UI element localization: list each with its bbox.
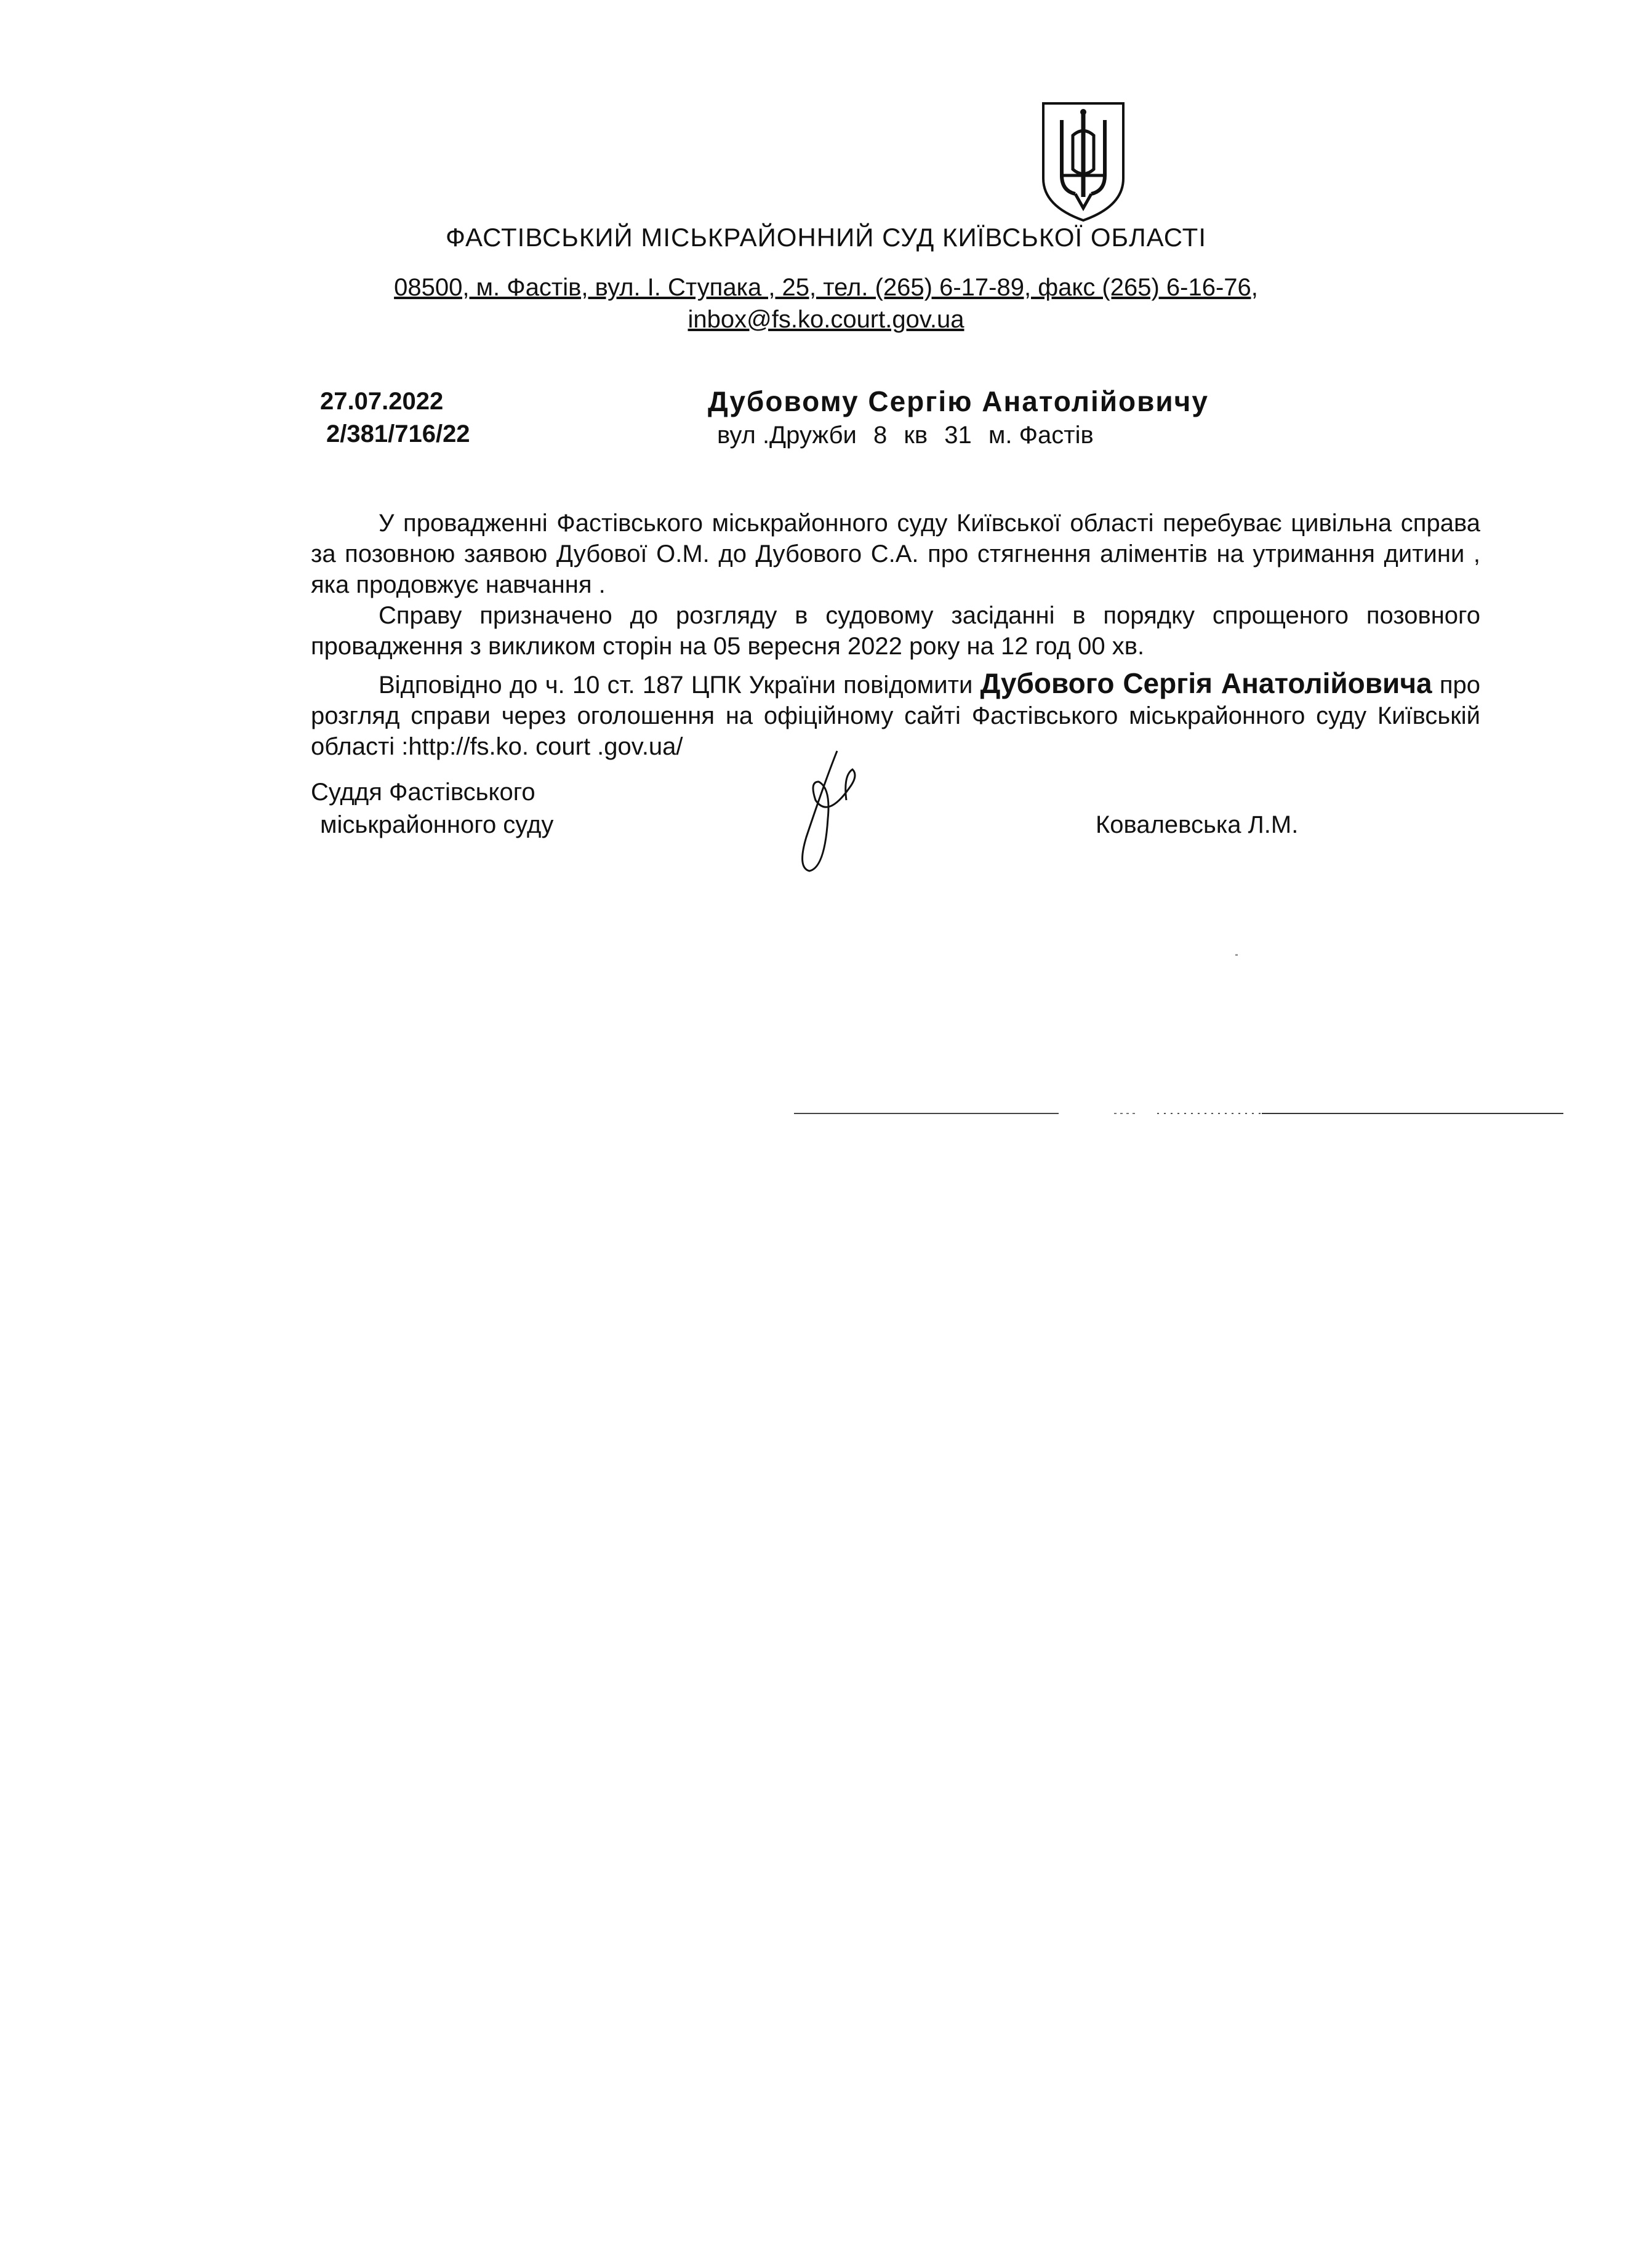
court-email-link[interactable]: inbox@fs.ko.court.gov.ua bbox=[688, 306, 964, 333]
recipient-address bbox=[717, 422, 1094, 449]
court-address: 08500, м. Фастів, вул. І. Ступака , 25, тел. (265) 6-17-89, факс (265) 6-16-76, bbox=[394, 274, 1258, 301]
handwritten-signature bbox=[782, 745, 874, 880]
recipient-street: вул .Дружби bbox=[717, 422, 857, 449]
judge-name: Ковалевська Л.М. bbox=[1096, 811, 1299, 838]
case-number: 2/381/716/22 bbox=[326, 420, 470, 447]
recipient-name: Дубовому Сергію Анатолійовичу bbox=[708, 385, 1209, 417]
body-paragraph-1: У провадженні Фастівського міськрайонного суду Київської області перебуває цивільна справа за позовною заявою Дубової О.М. до Дубового С.А. про стягнення аліментів на утримання дитини , яка продовжує навчання . bbox=[311, 510, 1480, 598]
para3-tail: про розгляд справи через оголошення на офіційному сайті Фастівського міськрайонного суду Київській області :http://fs.ko. court .gov.ua/ bbox=[311, 672, 1481, 760]
body-paragraph-2: Справу призначено до розгляду в судовому засіданні в порядку спрощеного позовного провадження з викликом сторін на 05 вересня 2022 року на 12 год 00 хв. bbox=[311, 602, 1480, 660]
recipient-apt-label: кв bbox=[904, 422, 928, 449]
court-name: ФАСТІВСЬКИЙ МІСЬКРАЙОННИЙ СУД КИЇВСЬКОЇ ОБЛАСТІ bbox=[445, 223, 1206, 252]
document-date: 27.07.2022 bbox=[320, 388, 444, 415]
para3-lead: Відповідно до ч. 10 ст. 187 ЦПК України повідомити bbox=[379, 672, 980, 699]
coat-of-arms-icon bbox=[1037, 98, 1129, 225]
scan-speck bbox=[1235, 954, 1238, 956]
recipient-apt: 31 bbox=[944, 422, 972, 449]
body-paragraph-3 bbox=[311, 668, 1480, 762]
judge-title-line-1: Суддя Фастівського bbox=[311, 779, 535, 806]
judge-title-line-2: міськрайонного суду bbox=[320, 811, 554, 838]
recipient-city: м. Фастів bbox=[988, 422, 1094, 449]
recipient-house: 8 bbox=[873, 422, 888, 449]
defendant-name: Дубового Сергія Анатолійовича bbox=[980, 667, 1432, 699]
footer-rule bbox=[794, 1111, 1563, 1116]
